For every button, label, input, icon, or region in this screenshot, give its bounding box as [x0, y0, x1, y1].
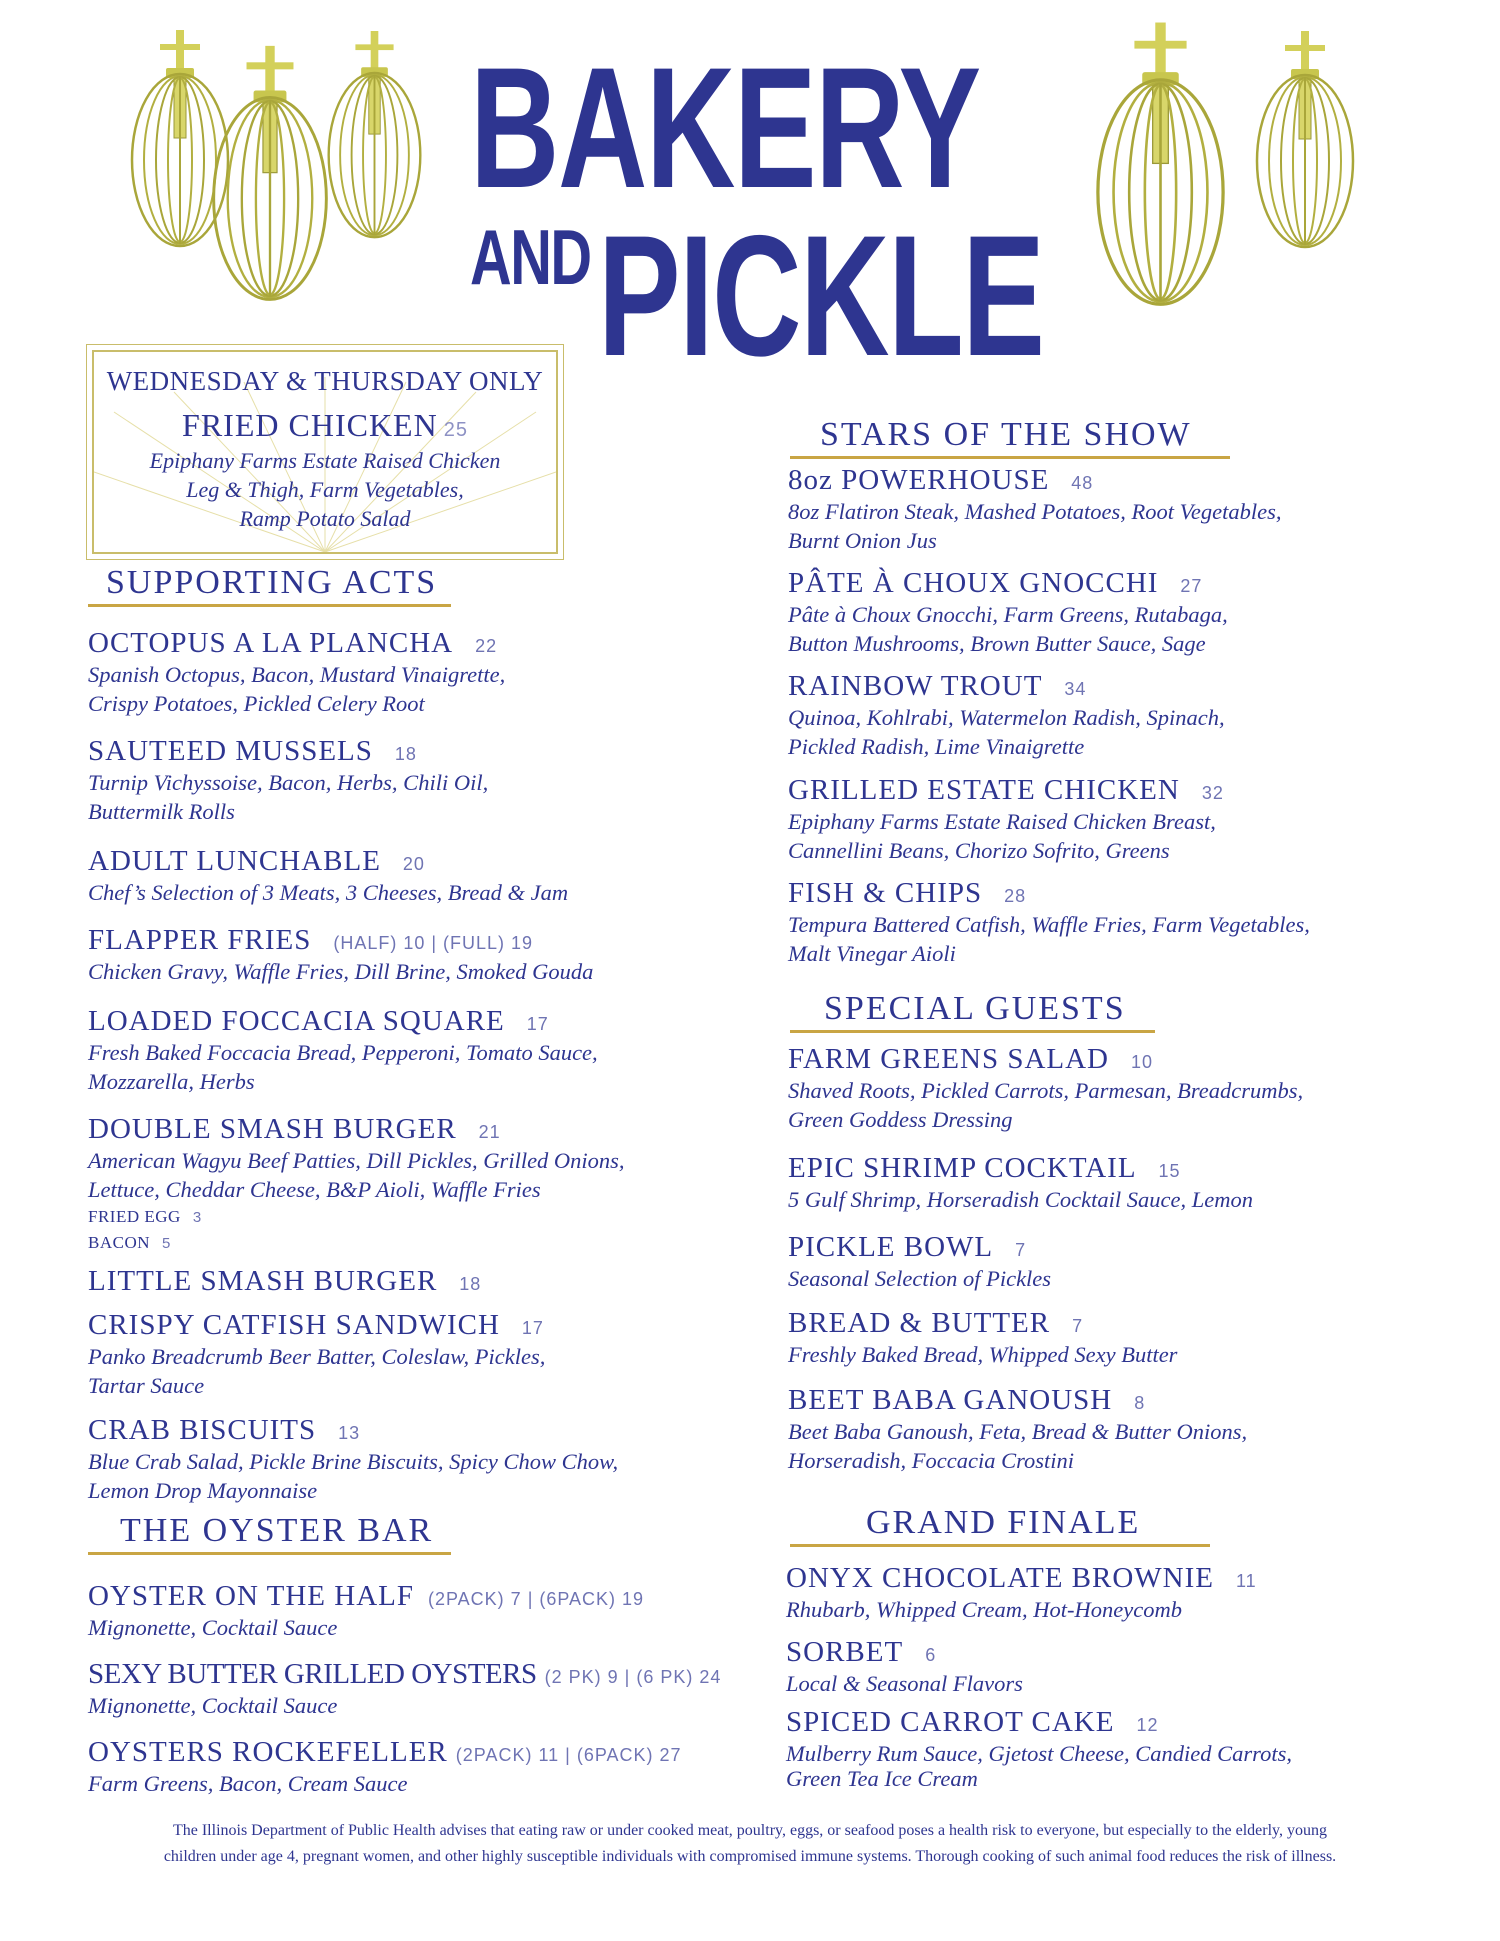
item-desc-line: Chicken Gravy, Waffle Fries, Dill Brine, Smoked Gouda [88, 959, 594, 984]
item-desc-line: Mignonette, Cocktail Sauce [88, 1615, 338, 1640]
section-title-supporting-acts: SUPPORTING ACTS [88, 564, 451, 607]
item-name: RAINBOW TROUT [788, 670, 1043, 702]
item-name: BREAD & BUTTER [788, 1307, 1051, 1339]
item-desc-line: Malt Vinegar Aioli [788, 941, 956, 966]
item-name: 8oz POWERHOUSE [788, 464, 1050, 496]
item-desc-line: Mignonette, Cocktail Sauce [88, 1693, 338, 1718]
item-price: 8 [1134, 1393, 1146, 1413]
section-title-stars: STARS OF THE SHOW [790, 416, 1230, 459]
item-name: FARM GREENS SALAD [788, 1043, 1110, 1075]
menu-item [88, 924, 593, 986]
menu-item [88, 1414, 618, 1505]
item-name: OYSTERS ROCKEFELLER [88, 1736, 448, 1768]
item-name: EPIC SHRIMP COCKTAIL [788, 1152, 1137, 1184]
whisk-icon [205, 40, 335, 310]
item-price: 28 [1004, 886, 1027, 906]
item-price: 27 [1180, 576, 1203, 596]
item-desc-line: Pâte à Choux Gnocchi, Farm Greens, Rutabaga, [788, 602, 1228, 627]
item-desc-line: Fresh Baked Foccacia Bread, Pepperoni, Tomato Sauce, [88, 1040, 598, 1065]
item-price: 22 [475, 636, 498, 656]
menu-item [786, 1562, 1257, 1624]
item-desc-line: Button Mushrooms, Brown Butter Sauce, Sage [788, 631, 1206, 656]
logo-pickle: PICKLE [598, 200, 1044, 392]
menu-item [788, 877, 1310, 968]
addon-item [88, 1230, 625, 1256]
item-desc-line: Freshly Baked Bread, Whipped Sexy Butter [788, 1342, 1178, 1367]
item-desc-line: Green Goddess Dressing [788, 1107, 1013, 1132]
item-desc-line: Cannellini Beans, Chorizo Sofrito, Greens [788, 838, 1170, 863]
item-desc-line: Rhubarb, Whipped Cream, Hot-Honeycomb [786, 1597, 1182, 1622]
menu-item [788, 774, 1224, 865]
item-price: 6 [925, 1645, 937, 1665]
item-desc-line: Farm Greens, Bacon, Cream Sauce [88, 1771, 408, 1796]
item-price: 17 [526, 1014, 549, 1034]
item-name: SORBET [786, 1636, 904, 1668]
weekly-special-box [92, 350, 558, 554]
menu-item [788, 1231, 1051, 1293]
item-price: 48 [1071, 473, 1094, 493]
menu-item [786, 1636, 1023, 1698]
menu-item [88, 845, 568, 907]
section-title-oyster-bar: THE OYSTER BAR [88, 1512, 451, 1555]
item-desc-line: Panko Breadcrumb Beer Batter, Coleslaw, Pickles, [88, 1344, 546, 1369]
item-desc-line: Horseradish, Foccacia Crostini [788, 1448, 1075, 1473]
logo-bakery: BAKERY [470, 32, 980, 224]
menu-item [788, 670, 1225, 761]
whisk-icon [1250, 26, 1360, 256]
menu-item [88, 1658, 721, 1720]
special-desc-line: Leg & Thigh, Farm Vegetables, [186, 477, 464, 502]
menu-item [88, 1580, 644, 1642]
item-desc-line: American Wagyu Beef Patties, Dill Pickles, Grilled Onions, [88, 1148, 625, 1173]
item-desc-line: Tempura Battered Catfish, Waffle Fries, Farm Vegetables, [788, 912, 1310, 937]
addon-item [88, 1204, 625, 1230]
item-name: ONYX CHOCOLATE BROWNIE [786, 1562, 1214, 1594]
item-price: 18 [394, 744, 417, 764]
menu-item [786, 1706, 1292, 1793]
item-name: ADULT LUNCHABLE [88, 845, 381, 877]
item-desc-line: Green Tea Ice Cream [786, 1766, 978, 1791]
item-price: 32 [1201, 783, 1224, 803]
item-name: OCTOPUS A LA PLANCHA [88, 627, 454, 659]
item-desc-line: 8oz Flatiron Steak, Mashed Potatoes, Root Vegetables, [788, 499, 1282, 524]
item-desc-line: Blue Crab Salad, Pickle Brine Biscuits, Spicy Chow Chow, [88, 1449, 619, 1474]
menu-item [788, 1152, 1253, 1214]
health-disclaimer [80, 1818, 1420, 1870]
item-name: SAUTEED MUSSELS [88, 735, 373, 767]
menu-item [88, 735, 488, 826]
item-price: 10 [1131, 1052, 1154, 1072]
menu-item [88, 1005, 598, 1096]
item-desc-line: Tartar Sauce [88, 1373, 205, 1398]
item-desc-line: Burnt Onion Jus [788, 528, 937, 553]
item-desc-line: 5 Gulf Shrimp, Horseradish Cocktail Sauce, Lemon [788, 1187, 1253, 1212]
disclaimer-line: children under age 4, pregnant women, and other highly susceptible individuals with compromised immune systems. Thorough cooking of such animal food reduces the risk of illness. [163, 1848, 1337, 1865]
item-price: 7 [1072, 1316, 1084, 1336]
menu-item [788, 1043, 1303, 1134]
addon-name: BACON [88, 1233, 151, 1252]
special-item-name: FRIED CHICKEN [182, 407, 438, 443]
disclaimer-line: The Illinois Department of Public Health advises that eating raw or under cooked meat, poultry, eggs, or seafood poses a health risk to everyone, but especially to the elderly, young [172, 1822, 1328, 1839]
menu-item [88, 1265, 481, 1298]
logo-and: AND [470, 213, 591, 301]
menu-item [88, 1736, 682, 1798]
item-desc-line: Mulberry Rum Sauce, Gjetost Cheese, Candied Carrots, [786, 1741, 1292, 1766]
item-price: 17 [521, 1318, 544, 1338]
item-desc-line: Pickled Radish, Lime Vinaigrette [788, 734, 1085, 759]
item-name: CRAB BISCUITS [88, 1414, 317, 1446]
addon-name: FRIED EGG [88, 1207, 181, 1226]
item-desc-line: Lemon Drop Mayonnaise [88, 1478, 318, 1503]
item-desc-line: Spanish Octopus, Bacon, Mustard Vinaigrette, [88, 662, 506, 687]
whisk-icon [322, 26, 427, 246]
item-desc-line: Chef’s Selection of 3 Meats, 3 Cheeses, Bread & Jam [88, 880, 569, 905]
item-price: 12 [1136, 1715, 1159, 1735]
item-price: 18 [459, 1274, 482, 1294]
item-name: SPICED CARROT CAKE [786, 1706, 1115, 1738]
section-title-special-guests: SPECIAL GUESTS [790, 990, 1155, 1033]
item-name: PÂTE À CHOUX GNOCCHI [788, 567, 1159, 599]
item-name: BEET BABA GANOUSH [788, 1384, 1113, 1416]
item-price: 20 [402, 854, 425, 874]
item-desc-line: Lettuce, Cheddar Cheese, B&P Aioli, Waffle Fries [88, 1177, 541, 1202]
special-item-description [94, 446, 556, 533]
item-name: SEXY BUTTER GRILLED OYSTERS [88, 1658, 537, 1690]
whisk-icon [1088, 16, 1233, 316]
item-desc-line: Buttermilk Rolls [88, 799, 235, 824]
menu-item [788, 567, 1228, 658]
item-desc-line: Mozzarella, Herbs [88, 1069, 255, 1094]
item-name: OYSTER ON THE HALF [88, 1580, 414, 1612]
item-price: 7 [1015, 1240, 1027, 1260]
special-heading: WEDNESDAY & THURSDAY ONLY [106, 366, 544, 396]
item-desc-line: Shaved Roots, Pickled Carrots, Parmesan, Breadcrumbs, [788, 1078, 1304, 1103]
item-desc-line: Seasonal Selection of Pickles [788, 1266, 1052, 1291]
item-desc-line: Crispy Potatoes, Pickled Celery Root [88, 691, 425, 716]
addon-price: 3 [192, 1209, 203, 1226]
item-price: 13 [338, 1423, 361, 1443]
menu-item [88, 1113, 625, 1256]
item-name: LITTLE SMASH BURGER [88, 1265, 438, 1297]
item-name: CRISPY CATFISH SANDWICH [88, 1309, 500, 1341]
item-name: GRILLED ESTATE CHICKEN [788, 774, 1180, 806]
menu-item [88, 627, 505, 718]
item-price: 15 [1158, 1161, 1181, 1181]
item-name: FISH & CHIPS [788, 877, 983, 909]
item-name: LOADED FOCCACIA SQUARE [88, 1005, 505, 1037]
item-price: (2PACK) 11 | (6PACK) 27 [455, 1745, 682, 1765]
special-item-price: 25 [443, 419, 468, 441]
item-name: FLAPPER FRIES [88, 924, 312, 956]
item-desc-line: Local & Seasonal Flavors [786, 1671, 1023, 1696]
item-name: DOUBLE SMASH BURGER [88, 1113, 457, 1145]
item-desc-line: Quinoa, Kohlrabi, Watermelon Radish, Spinach, [788, 705, 1225, 730]
item-desc-line: Beet Baba Ganoush, Feta, Bread & Butter Onions, [788, 1419, 1248, 1444]
special-desc-line: Ramp Potato Salad [239, 506, 411, 531]
item-price: (2PACK) 7 | (6PACK) 19 [428, 1589, 645, 1609]
item-price: 11 [1235, 1571, 1257, 1591]
special-desc-line: Epiphany Farms Estate Raised Chicken [149, 448, 501, 473]
menu-item [788, 464, 1281, 555]
menu-item [788, 1384, 1247, 1475]
addon-price: 5 [162, 1235, 172, 1252]
item-price: 21 [478, 1122, 501, 1142]
section-title-grand-finale: GRAND FINALE [790, 1504, 1210, 1547]
menu-item [788, 1307, 1177, 1369]
item-desc-line: Epiphany Farms Estate Raised Chicken Breast, [788, 809, 1216, 834]
special-item [94, 407, 556, 444]
item-desc-line: Turnip Vichyssoise, Bacon, Herbs, Chili Oil, [88, 770, 489, 795]
item-price: 34 [1064, 679, 1087, 699]
menu-item [88, 1309, 545, 1400]
item-price: (2 PK) 9 | (6 PK) 24 [544, 1667, 722, 1687]
item-name: PICKLE BOWL [788, 1231, 994, 1263]
item-price: (HALF) 10 | (FULL) 19 [333, 933, 534, 953]
